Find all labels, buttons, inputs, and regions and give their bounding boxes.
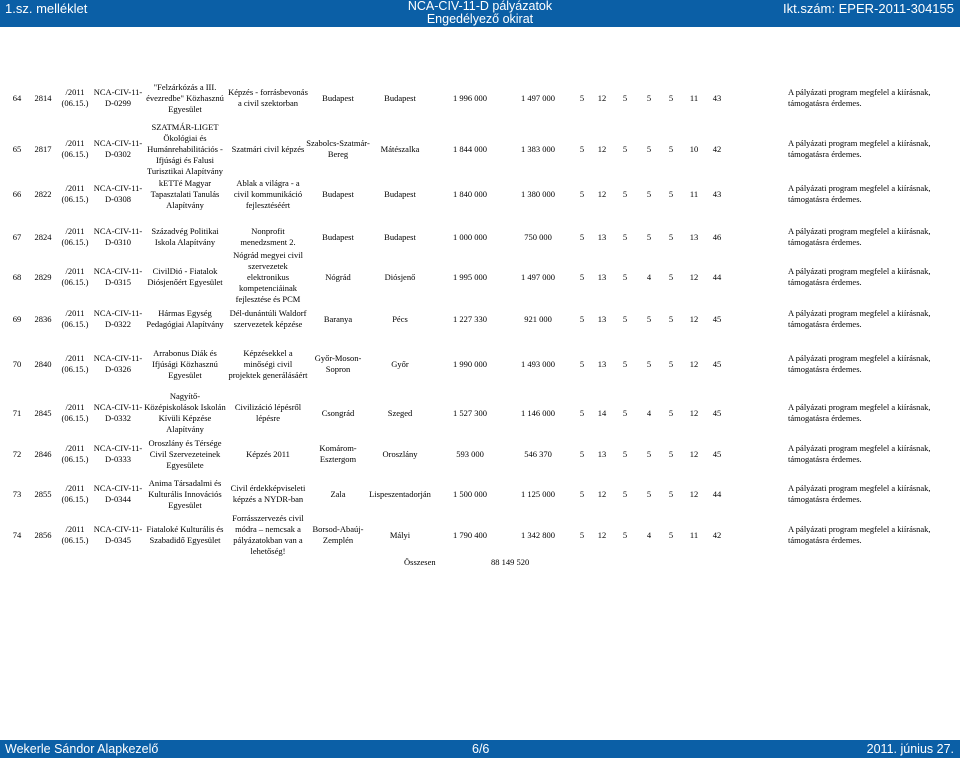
table-row xyxy=(0,303,960,335)
organization-name: CivilDió - Fiatalok Diósjenőért Egyesület xyxy=(147,266,223,287)
application-code: NCA-CIV-11-D-0332 xyxy=(93,402,143,423)
submission-date: /2011 (06.15.) xyxy=(61,524,89,545)
organization-name: "Felzárkózás a III. évezredbe" Közhasznú Egyesület xyxy=(146,81,224,114)
row-number: 74 xyxy=(12,529,22,540)
document-subtitle: Engedélyező okirat xyxy=(426,12,534,26)
evaluation-note: A pályázati program megfelel a kiírásnak, támogatásra érdemes. xyxy=(788,87,931,108)
application-code: NCA-CIV-11-D-0315 xyxy=(93,266,143,287)
score-3: 5 xyxy=(622,92,628,103)
page-header xyxy=(0,0,960,27)
city: Győr xyxy=(391,358,409,369)
granted-amount: 1 125 000 xyxy=(521,488,555,499)
county: Budapest xyxy=(322,92,354,103)
score-6: 11 xyxy=(689,92,699,103)
score-total: 43 xyxy=(712,188,722,199)
county: Baranya xyxy=(323,313,353,324)
project-title: Képzés - forrásbevonás a civil szektorban xyxy=(228,87,308,108)
county: Nógrád xyxy=(325,271,351,282)
application-id: 2845 xyxy=(34,407,52,418)
score-6: 12 xyxy=(689,488,699,499)
organization-name: Arrabonus Diák és Ifjúsági Közhasznú Egyesület xyxy=(152,347,218,380)
score-4: 4 xyxy=(646,271,652,282)
score-2: 13 xyxy=(597,448,607,459)
county: Zala xyxy=(330,488,346,499)
score-2: 14 xyxy=(597,407,607,418)
city: Oroszlány xyxy=(382,448,418,459)
score-3: 5 xyxy=(622,188,628,199)
score-5: 5 xyxy=(668,358,674,369)
evaluation-note: A pályázati program megfelel a kiírásnak, támogatásra érdemes. xyxy=(788,524,931,545)
score-4: 5 xyxy=(646,231,652,242)
application-code: NCA-CIV-11-D-0308 xyxy=(93,183,143,204)
organization-name: Wekerle Sándor Alapkezelő xyxy=(5,742,159,756)
project-title: Szatmári civil képzés xyxy=(231,143,305,154)
row-number: 73 xyxy=(12,488,22,499)
table-row xyxy=(0,74,960,122)
score-4: 5 xyxy=(646,313,652,324)
score-total: 45 xyxy=(712,448,722,459)
score-3: 5 xyxy=(622,488,628,499)
county: Szabolcs-Szatmár-Bereg xyxy=(306,138,370,159)
granted-amount: 1 380 000 xyxy=(521,188,555,199)
project-title: Nógrád megyei civil szervezetek elektronikus kompetenciáinak fejlesztése és PCM xyxy=(233,249,303,304)
score-2: 13 xyxy=(597,358,607,369)
annex-label: 1.sz. melléklet xyxy=(5,1,88,16)
file-number: Ikt.szám: EPER-2011-304155 xyxy=(782,1,954,16)
page-footer xyxy=(0,740,960,758)
row-number: 65 xyxy=(12,143,22,154)
row-number: 66 xyxy=(12,188,22,199)
score-6: 12 xyxy=(689,313,699,324)
submission-date: /2011 (06.15.) xyxy=(61,483,89,504)
row-number: 69 xyxy=(12,313,22,324)
application-code: NCA-CIV-11-D-0345 xyxy=(93,524,143,545)
application-code: NCA-CIV-11-D-0326 xyxy=(93,353,143,374)
evaluation-note: A pályázati program megfelel a kiírásnak, támogatásra érdemes. xyxy=(788,443,931,464)
row-number: 64 xyxy=(12,92,22,103)
application-id: 2817 xyxy=(34,143,52,154)
county: Komárom-Esztergom xyxy=(319,443,357,464)
submission-date: /2011 (06.15.) xyxy=(61,138,89,159)
granted-amount: 546 370 xyxy=(524,448,552,459)
requested-amount: 1 500 000 xyxy=(453,488,487,499)
application-id: 2855 xyxy=(34,488,52,499)
score-6: 11 xyxy=(689,529,699,540)
requested-amount: 1 990 000 xyxy=(453,358,487,369)
requested-amount: 1 000 000 xyxy=(453,231,487,242)
application-code: NCA-CIV-11-D-0322 xyxy=(93,308,143,329)
score-4: 5 xyxy=(646,92,652,103)
county: Budapest xyxy=(322,231,354,242)
county: Borsod-Abaúj-Zemplén xyxy=(312,524,364,545)
score-6: 12 xyxy=(689,358,699,369)
score-3: 5 xyxy=(622,143,628,154)
evaluation-note: A pályázati program megfelel a kiírásnak, támogatásra érdemes. xyxy=(788,138,931,159)
table-row xyxy=(0,172,960,216)
score-4: 5 xyxy=(646,188,652,199)
score-6: 11 xyxy=(689,188,699,199)
granted-amount: 921 000 xyxy=(524,313,552,324)
city: Budapest xyxy=(384,188,416,199)
row-number: 67 xyxy=(12,231,22,242)
score-3: 5 xyxy=(622,448,628,459)
city: Mátészalka xyxy=(380,143,420,154)
score-4: 5 xyxy=(646,358,652,369)
score-1: 5 xyxy=(579,488,585,499)
score-2: 12 xyxy=(597,529,607,540)
score-5: 5 xyxy=(668,448,674,459)
application-code: NCA-CIV-11-D-0310 xyxy=(93,226,143,247)
granted-amount: 1 146 000 xyxy=(521,407,555,418)
score-3: 5 xyxy=(622,407,628,418)
organization-name: Századvég Politikai Iskola Alapítvány xyxy=(151,226,219,247)
project-title: Nonprofit menedzsment 2. xyxy=(240,226,296,247)
score-2: 13 xyxy=(597,313,607,324)
table-row xyxy=(0,121,960,176)
requested-amount: 1 844 000 xyxy=(453,143,487,154)
score-5: 5 xyxy=(668,313,674,324)
granted-amount: 1 383 000 xyxy=(521,143,555,154)
row-number: 72 xyxy=(12,448,22,459)
table-row xyxy=(0,515,960,555)
score-5: 5 xyxy=(668,188,674,199)
score-5: 5 xyxy=(668,407,674,418)
evaluation-note: A pályázati program megfelel a kiírásnak, támogatásra érdemes. xyxy=(788,226,931,247)
organization-name: Hármas Egység Pedagógiai Alapítvány xyxy=(146,308,224,329)
table-row xyxy=(0,342,960,386)
row-number: 68 xyxy=(12,271,22,282)
score-4: 5 xyxy=(646,488,652,499)
table-row xyxy=(0,476,960,512)
submission-date: /2011 (06.15.) xyxy=(61,183,89,204)
score-6: 10 xyxy=(689,143,699,154)
total-label: Összesen xyxy=(404,557,436,567)
organization-name: Nagyítő-Középiskolások Iskolán Kívüli Képzése Alapítvány xyxy=(144,391,226,434)
document-date: 2011. június 27. xyxy=(866,742,954,756)
row-number: 71 xyxy=(12,407,22,418)
project-title: Civilizáció lépésről lépésre xyxy=(234,402,302,423)
county: Győr-Moson-Sopron xyxy=(314,353,362,374)
project-title: Képzésekkel a minőségi civil projektek generálásáért xyxy=(228,347,308,380)
page-number: 6/6 xyxy=(472,742,490,756)
city: Lispeszentadorján xyxy=(369,488,431,499)
submission-date: /2011 (06.15.) xyxy=(61,443,89,464)
score-5: 5 xyxy=(668,92,674,103)
evaluation-note: A pályázati program megfelel a kiírásnak, támogatásra érdemes. xyxy=(788,353,931,374)
city: Diósjenő xyxy=(384,271,416,282)
requested-amount: 1 790 400 xyxy=(453,529,487,540)
requested-amount: 1 527 300 xyxy=(453,407,487,418)
score-1: 5 xyxy=(579,231,585,242)
table-row xyxy=(0,223,960,251)
score-total: 44 xyxy=(712,271,722,282)
city: Szeged xyxy=(387,407,413,418)
score-1: 5 xyxy=(579,313,585,324)
requested-amount: 1 227 330 xyxy=(453,313,487,324)
score-1: 5 xyxy=(579,448,585,459)
score-2: 12 xyxy=(597,143,607,154)
score-total: 42 xyxy=(712,143,722,154)
application-id: 2814 xyxy=(34,92,52,103)
score-total: 45 xyxy=(712,313,722,324)
score-5: 5 xyxy=(668,488,674,499)
score-4: 5 xyxy=(646,448,652,459)
evaluation-note: A pályázati program megfelel a kiírásnak, támogatásra érdemes. xyxy=(788,308,931,329)
city: Budapest xyxy=(384,92,416,103)
score-2: 13 xyxy=(597,271,607,282)
score-1: 5 xyxy=(579,407,585,418)
table-row xyxy=(0,249,960,304)
granted-amount: 1 493 000 xyxy=(521,358,555,369)
application-code: NCA-CIV-11-D-0299 xyxy=(93,87,143,108)
score-4: 4 xyxy=(646,529,652,540)
score-6: 12 xyxy=(689,407,699,418)
score-6: 13 xyxy=(689,231,699,242)
score-1: 5 xyxy=(579,143,585,154)
score-5: 5 xyxy=(668,271,674,282)
score-5: 5 xyxy=(668,143,674,154)
requested-amount: 1 996 000 xyxy=(453,92,487,103)
score-total: 45 xyxy=(712,407,722,418)
project-title: Forrásszervezés civil módra – nemcsak a pályázatokban van a lehetőség! xyxy=(232,513,304,556)
score-6: 12 xyxy=(689,448,699,459)
project-title: Ablak a világra - a civil kommunikáció fejlesztéséért xyxy=(233,177,303,210)
score-2: 12 xyxy=(597,188,607,199)
application-id: 2829 xyxy=(34,271,52,282)
score-3: 5 xyxy=(622,313,628,324)
organization-name: Fiataloké Kulturális és Szabadidő Egyesület xyxy=(146,524,224,545)
score-3: 5 xyxy=(622,271,628,282)
evaluation-note: A pályázati program megfelel a kiírásnak, támogatásra érdemes. xyxy=(788,402,931,423)
score-5: 5 xyxy=(668,231,674,242)
score-total: 42 xyxy=(712,529,722,540)
score-total: 44 xyxy=(712,488,722,499)
evaluation-note: A pályázati program megfelel a kiírásnak, támogatásra érdemes. xyxy=(788,183,931,204)
submission-date: /2011 (06.15.) xyxy=(61,226,89,247)
city: Budapest xyxy=(384,231,416,242)
score-3: 5 xyxy=(622,231,628,242)
score-4: 5 xyxy=(646,143,652,154)
organization-name: SZATMÁR-LIGET Ökológiai és Humánrehabilitációs - Ifjúsági és Falusi Turisztikai Alapítvány xyxy=(147,121,223,176)
submission-date: /2011 (06.15.) xyxy=(61,266,89,287)
organization-name: kETTé Magyar Tapasztalati Tanulás Alapítvány xyxy=(150,177,220,210)
total-value: 88 149 520 xyxy=(491,557,530,567)
score-1: 5 xyxy=(579,188,585,199)
application-id: 2824 xyxy=(34,231,52,242)
application-id: 2836 xyxy=(34,313,52,324)
application-id: 2840 xyxy=(34,358,52,369)
row-number: 70 xyxy=(12,358,22,369)
submission-date: /2011 (06.15.) xyxy=(61,402,89,423)
application-id: 2856 xyxy=(34,529,52,540)
submission-date: /2011 (06.15.) xyxy=(61,353,89,374)
city: Pécs xyxy=(392,313,408,324)
score-1: 5 xyxy=(579,358,585,369)
score-1: 5 xyxy=(579,271,585,282)
requested-amount: 593 000 xyxy=(456,448,484,459)
score-1: 5 xyxy=(579,529,585,540)
score-total: 43 xyxy=(712,92,722,103)
city: Mályi xyxy=(389,529,411,540)
application-code: NCA-CIV-11-D-0344 xyxy=(93,483,143,504)
requested-amount: 1 995 000 xyxy=(453,271,487,282)
table-row xyxy=(0,393,960,433)
table-row xyxy=(0,436,960,472)
score-total: 46 xyxy=(712,231,722,242)
granted-amount: 750 000 xyxy=(524,231,552,242)
evaluation-note: A pályázati program megfelel a kiírásnak, támogatásra érdemes. xyxy=(788,483,931,504)
score-3: 5 xyxy=(622,358,628,369)
score-5: 5 xyxy=(668,529,674,540)
project-title: Civil érdekképviseleti képzés a NYDR-ban xyxy=(230,483,306,504)
score-1: 5 xyxy=(579,92,585,103)
granted-amount: 1 342 800 xyxy=(521,529,555,540)
evaluation-note: A pályázati program megfelel a kiírásnak, támogatásra érdemes. xyxy=(788,266,931,287)
score-4: 4 xyxy=(646,407,652,418)
score-6: 12 xyxy=(689,271,699,282)
application-code: NCA-CIV-11-D-0333 xyxy=(93,443,143,464)
project-title: Képzés 2011 xyxy=(246,448,290,459)
organization-name: Anima Társadalmi és Kulturális Innovációs Egyesület xyxy=(148,477,222,510)
score-2: 12 xyxy=(597,92,607,103)
score-3: 5 xyxy=(622,529,628,540)
document-title: NCA-CIV-11-D pályázatok xyxy=(407,0,553,13)
score-2: 12 xyxy=(597,488,607,499)
application-id: 2822 xyxy=(34,188,52,199)
project-title: Dél-dunántúli Waldorf szervezetek képzése xyxy=(229,308,307,329)
score-total: 45 xyxy=(712,358,722,369)
granted-amount: 1 497 000 xyxy=(521,271,555,282)
application-code: NCA-CIV-11-D-0302 xyxy=(93,138,143,159)
county: Budapest xyxy=(322,188,354,199)
county: Csongrád xyxy=(321,407,355,418)
application-id: 2846 xyxy=(34,448,52,459)
requested-amount: 1 840 000 xyxy=(453,188,487,199)
submission-date: /2011 (06.15.) xyxy=(61,308,89,329)
organization-name: Oroszlány és Térsége Civil Szervezeteinek Egyesülete xyxy=(148,437,222,470)
granted-amount: 1 497 000 xyxy=(521,92,555,103)
score-2: 13 xyxy=(597,231,607,242)
submission-date: /2011 (06.15.) xyxy=(61,87,89,108)
